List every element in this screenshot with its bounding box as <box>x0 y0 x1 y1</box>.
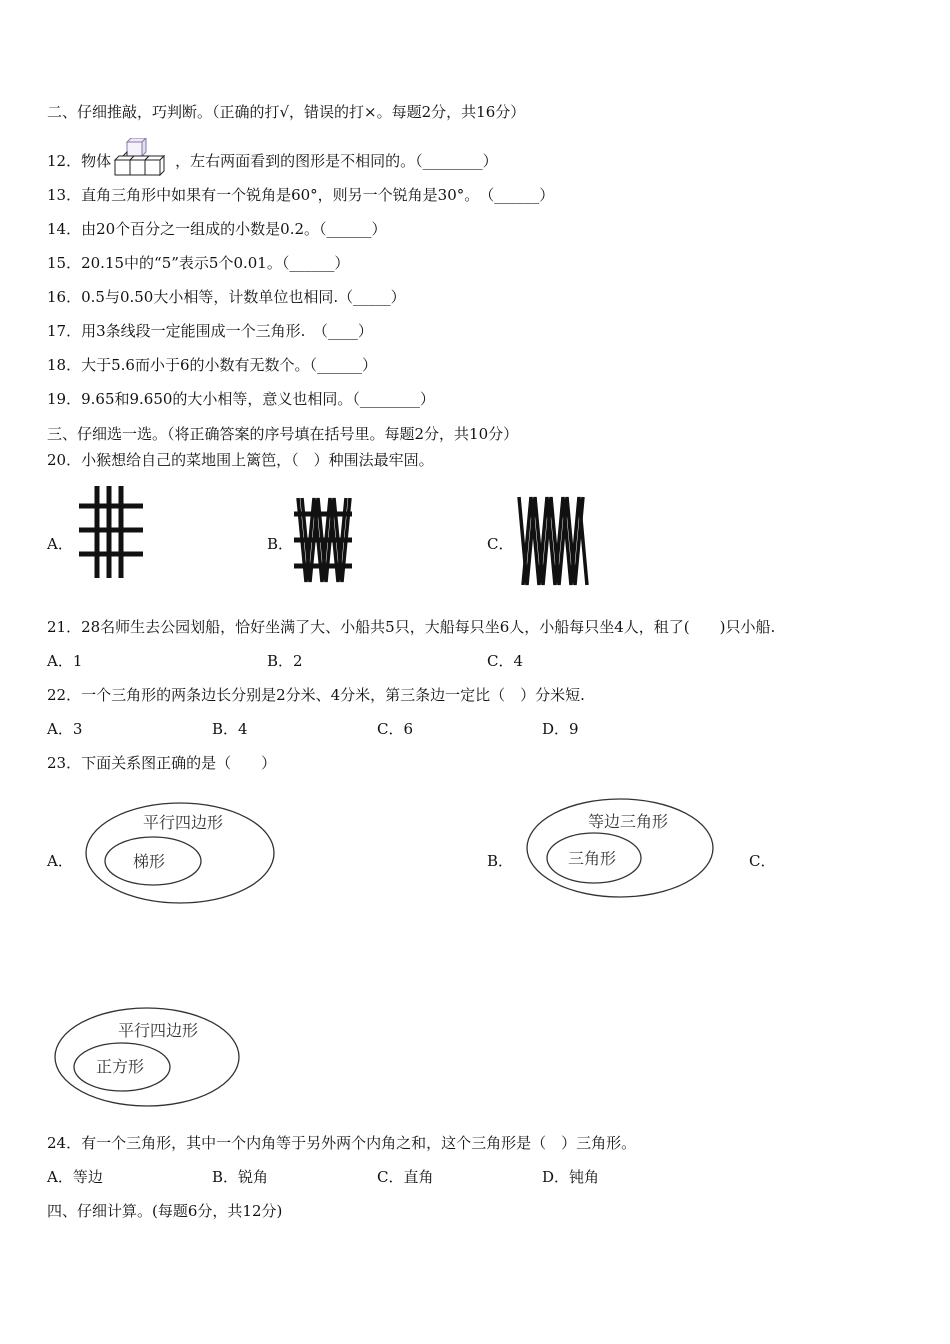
q12-suffix: ，左右两面看到的图形是不相同的。（________） <box>175 152 498 170</box>
q22-option-c: C．6 <box>377 720 414 738</box>
venn-b-inner-label: 三角形 <box>567 849 617 868</box>
fence-grid-figure <box>75 484 147 580</box>
q22-option-a: A．3 <box>47 720 83 738</box>
question-15: 15．20.15中的“5”表示5个0.01。（______） <box>47 254 350 272</box>
venn-diagram-b <box>524 796 718 900</box>
section3-heading: 三、仔细选一选。（将正确答案的序号填在括号里。每题2分，共10分） <box>47 425 519 443</box>
q12-number: 12． <box>47 152 82 170</box>
q23-option-a-label: A． <box>47 852 73 870</box>
question-21-stem: 21．28名师生去公园划船，恰好坐满了大、小船共5只，大船每只坐6人，小船每只坐4人，租了( )只小船. <box>47 618 776 636</box>
question-17: 17．用3条线段一定能围成一个三角形. （____） <box>47 322 373 340</box>
q24-option-d: D．钝角 <box>542 1168 600 1186</box>
question-23-stem: 23．下面关系图正确的是（ ） <box>47 754 277 772</box>
question-18: 18．大于5.6而小于6的小数有无数个。（______） <box>47 356 377 374</box>
q22-option-d: D．9 <box>542 720 579 738</box>
cube-object-figure <box>111 138 175 178</box>
q21-option-a: A．1 <box>47 652 83 670</box>
section4-heading: 四、仔细计算。(每题6分，共12分) <box>47 1202 283 1220</box>
q20-option-b-label: B． <box>267 535 294 553</box>
venn-a-inner-label: 梯形 <box>132 852 166 871</box>
section2-heading: 二、仔细推敲，巧判断。（正确的打√，错误的打×。每题2分，共16分） <box>47 103 526 121</box>
q12-prefix: 物体 <box>81 152 112 170</box>
q24-option-c: C．直角 <box>377 1168 434 1186</box>
q24-option-a: A．等边 <box>47 1168 103 1186</box>
q20-option-c-label: C． <box>487 535 514 553</box>
venn-c-inner-label: 正方形 <box>95 1057 145 1076</box>
question-22-stem: 22．一个三角形的两条边长分别是2分米、4分米，第三条边一定比（ ）分米短. <box>47 686 585 704</box>
venn-c-outer-label: 平行四边形 <box>117 1021 199 1040</box>
q21-option-b: B．2 <box>267 652 303 670</box>
question-20-stem: 20．小猴想给自己的菜地围上篱笆，（ ）种围法最牢固。 <box>47 451 434 469</box>
venn-diagram-c <box>52 1005 246 1109</box>
venn-b-outer-label: 等边三角形 <box>587 812 669 831</box>
q21-option-c: C．4 <box>487 652 524 670</box>
q20-option-a-label: A． <box>47 535 73 553</box>
question-16: 16．0.5与0.50大小相等，计数单位也相同.（_____） <box>47 288 406 306</box>
question-14: 14．由20个百分之一组成的小数是0.2。（______） <box>47 220 387 238</box>
q24-option-b: B．锐角 <box>212 1168 269 1186</box>
venn-diagram-a <box>83 801 277 905</box>
question-13: 13．直角三角形中如果有一个锐角是60°，则另一个锐角是30°。 （______） <box>47 186 555 204</box>
q22-option-b: B．4 <box>212 720 248 738</box>
q23-option-c-label: C． <box>749 852 776 870</box>
question-19: 19．9.65和9.650的大小相等，意义也相同。（________） <box>47 390 435 408</box>
question-12 <box>47 138 498 178</box>
question-24-stem: 24．有一个三角形，其中一个内角等于另外两个内角之和，这个三角形是（ ）三角形。 <box>47 1134 637 1152</box>
venn-a-outer-label: 平行四边形 <box>142 813 224 832</box>
fence-crossed-figure <box>515 493 591 589</box>
q23-option-b-label: B． <box>487 852 514 870</box>
fence-mixed-figure <box>292 494 354 586</box>
